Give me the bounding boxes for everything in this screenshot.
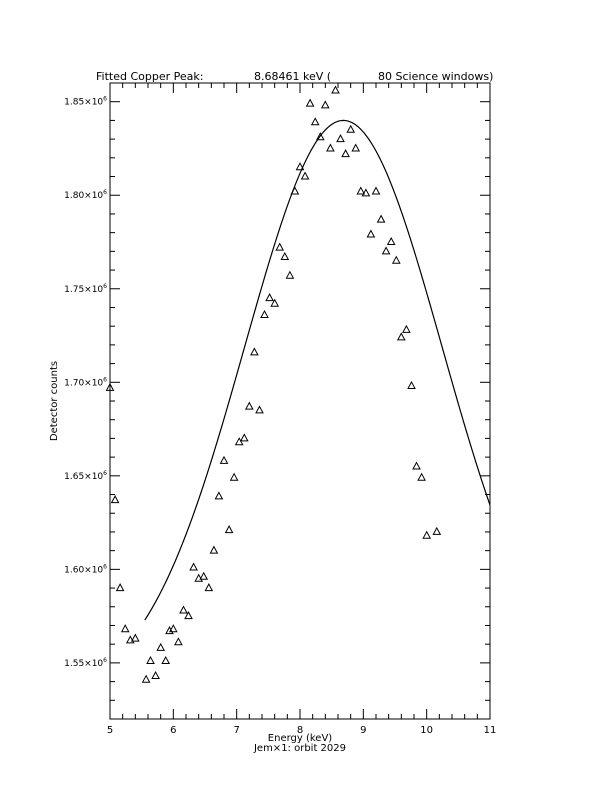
data-point [205,584,212,591]
data-point [215,492,222,499]
data-point [266,294,273,301]
data-point [281,253,288,260]
data-points [107,87,441,683]
x-tick-label: 10 [420,725,434,736]
x-tick-label: 6 [170,725,177,736]
data-point [403,326,410,333]
x-tick-label: 5 [106,725,114,736]
data-point [231,474,238,481]
data-point [226,526,233,533]
y-tick-mantissa: 1.55×10 [64,658,104,669]
y-tick-mantissa: 1.80×10 [64,191,104,202]
data-point [221,457,228,464]
data-point [286,272,293,279]
data-point [117,584,124,591]
data-point [373,188,380,195]
data-point [388,238,395,245]
y-tick-mantissa: 1.85×10 [64,97,104,108]
axis-ticks [110,83,490,719]
data-point [175,638,182,645]
data-point [246,403,253,410]
data-point [190,564,197,571]
x-tick-label: 9 [360,725,367,736]
gaussian-fit-curve [145,120,490,620]
chart-title-label: Fitted Copper Peak: [96,70,204,83]
x-tick-label: 8 [296,725,304,736]
y-tick-mantissa: 1.70×10 [64,378,104,389]
y-tick-label [64,283,107,295]
data-point [342,150,349,157]
data-point [302,173,309,180]
y-tick-exponent: 6 [103,656,107,664]
data-point [147,657,154,664]
y-tick-label [64,376,107,388]
y-tick-exponent: 6 [103,95,107,103]
y-tick-exponent: 6 [103,282,107,290]
chart-title-windows: 80 Science windows) [378,70,494,83]
y-tick-exponent: 6 [103,469,107,477]
y-tick-label [64,563,107,575]
data-point [383,247,390,254]
data-point [251,348,258,355]
y-tick-exponent: 6 [103,563,107,571]
data-point [162,657,169,664]
data-point [408,382,415,389]
y-tick-exponent: 6 [103,376,107,384]
x-tick-label: 7 [233,725,240,736]
y-tick-label [64,189,107,201]
plot-frame [110,83,490,719]
y-axis-label: Detector counts [49,360,60,442]
data-point [352,145,359,152]
data-point [170,625,177,632]
y-tick-label [64,657,107,669]
y-tick-label [64,470,107,482]
data-point [307,100,314,107]
data-point [423,532,430,539]
y-tick-mantissa: 1.65×10 [64,471,104,482]
data-point [418,474,425,481]
data-point [378,216,385,223]
y-tick-exponent: 6 [103,189,107,197]
data-point [261,311,268,318]
data-point [322,101,329,108]
data-point [200,573,207,580]
y-tick-mantissa: 1.75×10 [64,284,104,295]
data-point [241,434,248,441]
data-point [413,463,420,470]
data-point [276,244,283,251]
data-point [357,188,364,195]
data-point [157,644,164,651]
data-point [143,676,150,683]
data-point [433,528,440,535]
data-point [312,118,319,125]
x-tick-label: 11 [483,725,497,736]
tick-labels [64,96,496,736]
data-point [393,257,400,264]
data-point [122,625,129,632]
footer-label: Jem×1: orbit 2029 [253,743,347,754]
data-point [367,231,374,238]
x-axis-label: Energy (keV) [267,733,333,744]
chart-title-peak-value: 8.68461 keV ( [254,70,332,83]
y-tick-mantissa: 1.60×10 [64,565,104,576]
data-point [210,547,217,554]
data-point [152,672,159,679]
data-point [132,635,139,642]
data-point [327,145,334,152]
y-tick-label [64,96,107,108]
data-point [180,607,187,614]
data-point [256,406,263,413]
data-point [398,333,405,340]
data-point [347,126,354,133]
data-point [337,135,344,142]
data-point [112,496,119,503]
